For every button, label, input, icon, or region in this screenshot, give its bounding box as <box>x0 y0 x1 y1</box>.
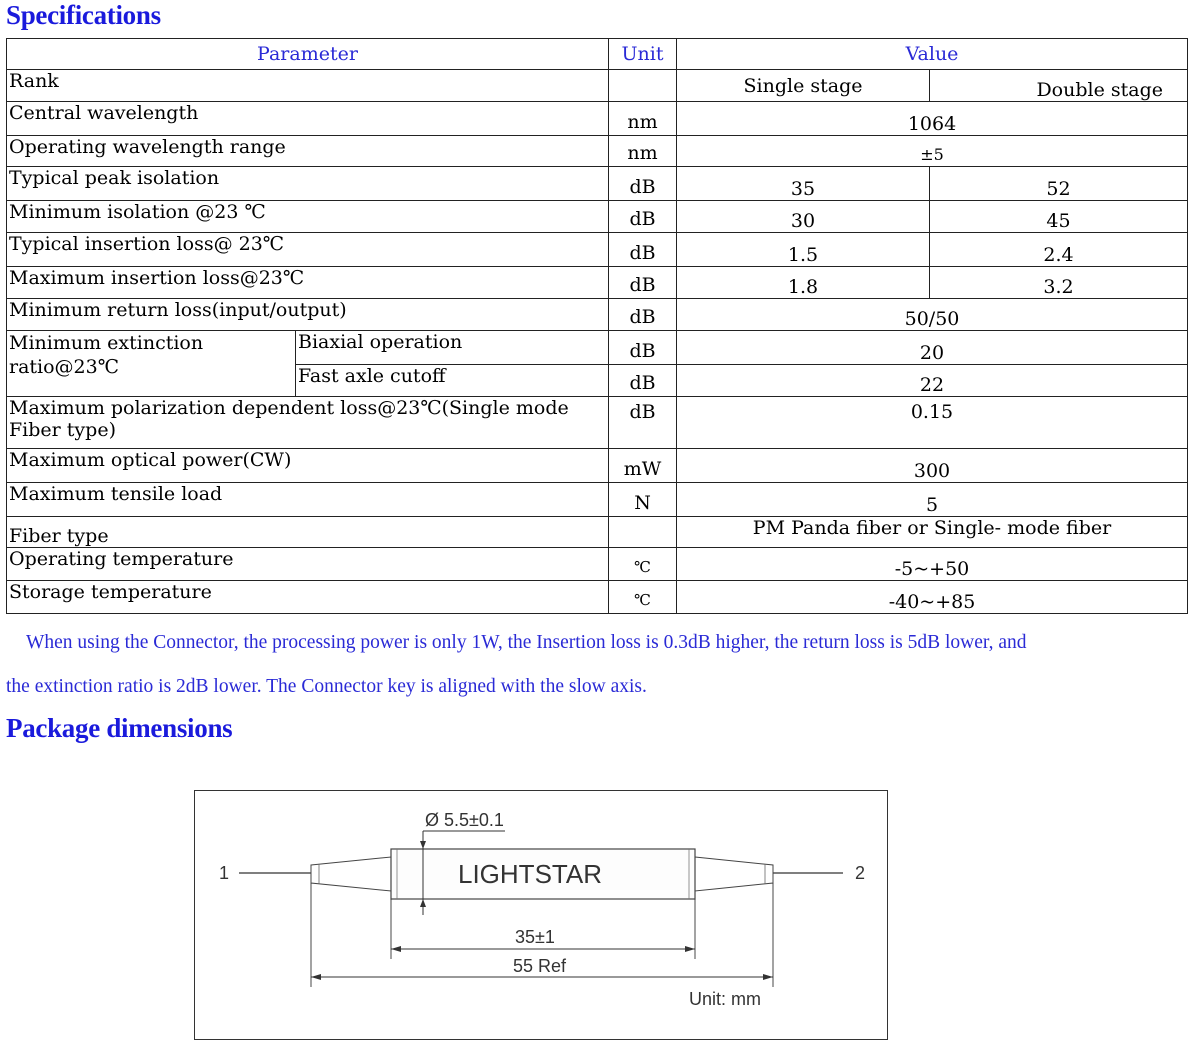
diameter-label: Ø 5.5±0.1 <box>425 810 504 830</box>
param-cell: Maximum optical power(CW) <box>7 449 609 483</box>
body-length-label: 35±1 <box>515 927 555 947</box>
brand-label: LIGHTSTAR <box>458 859 602 889</box>
value-cell: 1064 <box>677 102 1188 136</box>
header-parameter: Parameter <box>7 39 609 70</box>
table-row <box>7 548 1188 581</box>
double-value-cell: 45 <box>930 201 1188 233</box>
param-cell: Operating temperature <box>7 548 609 581</box>
unit-cell: dB <box>609 233 677 267</box>
table-row <box>7 483 1188 517</box>
single-value-cell: 1.8 <box>677 267 930 299</box>
table-row <box>7 449 1188 483</box>
table-row <box>7 167 1188 201</box>
overall-length-label: 55 Ref <box>513 956 567 976</box>
table-row <box>7 201 1188 233</box>
unit-cell: dB <box>609 267 677 299</box>
unit-label: Unit: mm <box>689 989 761 1009</box>
param-cell: Maximum insertion loss@23℃ <box>7 267 609 299</box>
param-cell: Storage temperature <box>7 581 609 614</box>
table-row <box>7 581 1188 614</box>
table-row <box>7 233 1188 267</box>
header-value: Value <box>677 39 1188 70</box>
value-cell: 300 <box>677 449 1188 483</box>
table-row-extinction-1 <box>7 331 1188 365</box>
value-cell: PM Panda fiber or Single- mode fiber <box>677 517 1188 548</box>
right-boot <box>695 857 773 891</box>
specifications-heading: Specifications <box>6 0 161 30</box>
left-boot <box>311 857 391 891</box>
unit-cell: nm <box>609 136 677 167</box>
table-row <box>7 517 1188 548</box>
rank-double: Double stage <box>930 70 1188 102</box>
rank-label: Rank <box>7 70 609 102</box>
connector-note-line1: When using the Connector, the processing power is only 1W, the Insertion loss is 0.3dB higher, the return loss is 5dB lower, and <box>26 632 1027 653</box>
table-row-rank <box>7 70 1188 102</box>
unit-cell: dB <box>609 299 677 331</box>
param-cell: Operating wavelength range <box>7 136 609 167</box>
param-cell: Typical insertion loss@ 23℃ <box>7 233 609 267</box>
param-cell: Minimum return loss(input/output) <box>7 299 609 331</box>
param-cell: Maximum tensile load <box>7 483 609 517</box>
table-row <box>7 397 1188 449</box>
package-drawing <box>194 790 888 1040</box>
double-value-cell: 3.2 <box>930 267 1188 299</box>
unit-cell <box>609 517 677 548</box>
unit-cell: N <box>609 483 677 517</box>
value-cell: -40~+85 <box>677 581 1188 614</box>
table-header-row <box>7 39 1188 70</box>
single-value-cell: 1.5 <box>677 233 930 267</box>
unit-cell: ℃ <box>609 548 677 581</box>
param-cell: Minimum isolation @23 ℃ <box>7 201 609 233</box>
value-cell: 22 <box>677 365 1188 397</box>
unit-cell: nm <box>609 102 677 136</box>
value-cell: ±5 <box>677 136 1188 167</box>
table-row <box>7 267 1188 299</box>
param-cell: Central wavelength <box>7 102 609 136</box>
unit-cell: dB <box>609 331 677 365</box>
rank-unit <box>609 70 677 102</box>
unit-cell: ℃ <box>609 581 677 614</box>
value-cell: 20 <box>677 331 1188 365</box>
param-cell: Maximum polarization dependent loss@23℃(Single mode Fiber type) <box>7 397 609 449</box>
param-cell: Fiber type <box>7 517 609 548</box>
unit-cell: dB <box>609 397 677 449</box>
param-cell: Typical peak isolation <box>7 167 609 201</box>
table-row <box>7 299 1188 331</box>
table-row <box>7 102 1188 136</box>
param-cell: Biaxial operation <box>296 331 609 365</box>
package-dimensions-heading: Package dimensions <box>6 713 233 743</box>
header-unit: Unit <box>609 39 677 70</box>
extinction-label: Minimum extinction ratio@23℃ <box>7 331 296 397</box>
connector-note-line2: the extinction ratio is 2dB lower. The Connector key is aligned with the slow axis. <box>6 676 647 697</box>
specifications-table <box>6 38 1188 614</box>
unit-cell: dB <box>609 167 677 201</box>
value-cell: 0.15 <box>677 397 1188 449</box>
unit-cell: dB <box>609 201 677 233</box>
package-drawing-svg <box>195 791 887 1039</box>
unit-cell: mW <box>609 449 677 483</box>
param-cell: Fast axle cutoff <box>296 365 609 397</box>
value-cell: 50/50 <box>677 299 1188 331</box>
double-value-cell: 52 <box>930 167 1188 201</box>
port-1-label: 1 <box>219 863 230 883</box>
port-2-label: 2 <box>855 863 866 883</box>
rank-single: Single stage <box>677 70 930 102</box>
value-cell: 5 <box>677 483 1188 517</box>
double-value-cell: 2.4 <box>930 233 1188 267</box>
single-value-cell: 35 <box>677 167 930 201</box>
unit-cell: dB <box>609 365 677 397</box>
value-cell: -5~+50 <box>677 548 1188 581</box>
single-value-cell: 30 <box>677 201 930 233</box>
table-row <box>7 136 1188 167</box>
